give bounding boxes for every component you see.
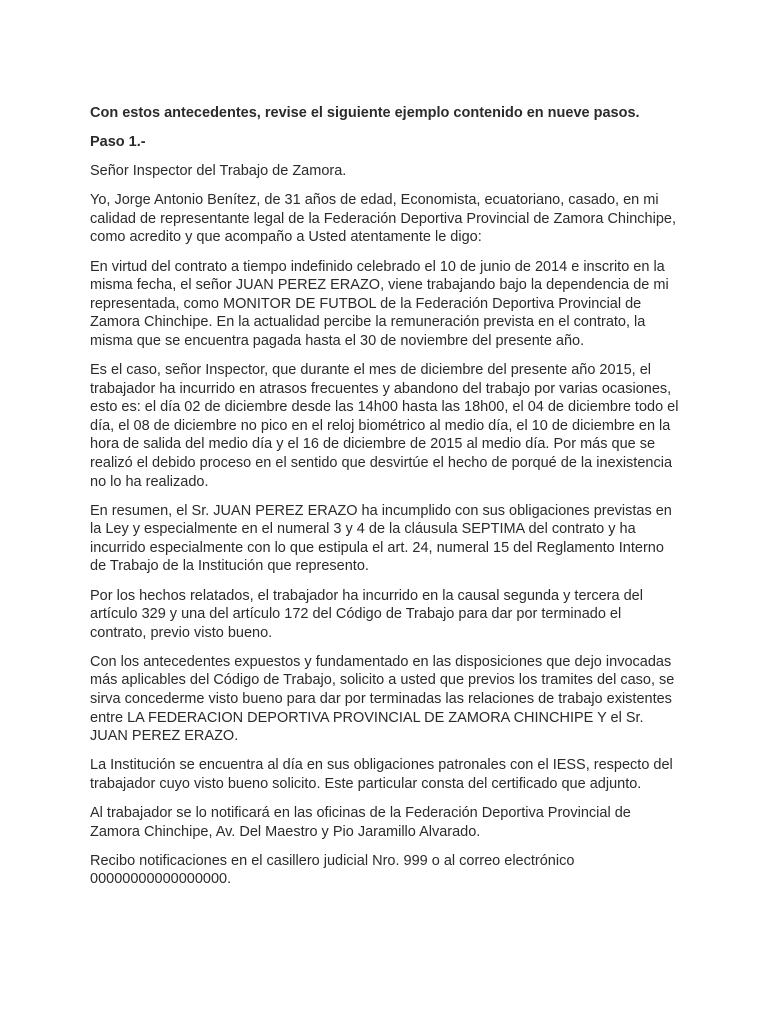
salutation-paragraph: Señor Inspector del Trabajo de Zamora. [90, 163, 347, 180]
request-paragraph: Con los antecedentes expuestos y fundamentado en las disposiciones que dejo invocadas más aplicables del Código de Trabajo, solicito a usted que previos los tramites del caso, se sirva concederme visto bueno para dar por terminadas las relaciones de trabajo existentes entre LA FEDERACION DEPORTIVA PROVINCIAL DE ZAMORA CHINCHIPE Y el Sr. JUAN PEREZ ERAZO. [90, 653, 675, 745]
introduction-paragraph: Yo, Jorge Antonio Benítez, de 31 años de edad, Economista, ecuatoriano, casado, en mi calidad de representante legal de la Federación Deportiva Provincial de Zamora Chinchipe, como acredito y que acompaño a Usted atentamente le digo: [90, 192, 676, 246]
document-page [90, 104, 680, 899]
incidents-paragraph: Es el caso, señor Inspector, que durante el mes de diciembre del presente año 2015, el trabajador ha incurrido en atrasos frecuentes y abandono del trabajo por varias ocasiones, esto es: el día 02 de diciembre desde las 14h00 hasta las 18h00, el 04 de diciembre todo el día, el 08 de diciembre no pico en el reloj biométrico al medio día, el 10 de diciembre en la hora de salida del medio día y el 16 de diciembre de 2015 al medio día. Por más que se realizó el debido proceso en el sentido que desvirtúe el hecho de porqué de la inexistencia no lo ha realizado. [90, 362, 679, 490]
contract-paragraph: En virtud del contrato a tiempo indefinido celebrado el 10 de junio de 2014 e inscrito en la misma fecha, el señor JUAN PEREZ ERAZO, viene trabajando bajo la dependencia de mi representada, como MONITOR DE FUTBOL de la Federación Deportiva Provincial de Zamora Chinchipe. En la actualidad percibe la remuneración prevista en el contrato, la misma que se encuentra pagada hasta el 30 de noviembre del presente año. [90, 258, 669, 349]
intro-heading: Con estos antecedentes, revise el siguiente ejemplo contenido en nueve pasos. [90, 105, 640, 121]
notification-paragraph: Al trabajador se lo notificará en las oficinas de la Federación Deportiva Provincial de Zamora Chinchipe, Av. Del Maestro y Pio Jaramillo Alvarado. [90, 805, 631, 840]
step-heading: Paso 1.- [90, 134, 146, 151]
summary-paragraph: En resumen, el Sr. JUAN PEREZ ERAZO ha incumplido con sus obligaciones previstas en la Ley y especialmente en el numeral 3 y 4 de la cláusula SEPTIMA del contrato y ha incurrido especialmente con lo que estipula el art. 24, numeral 15 del Reglamento Interno de Trabajo de la Institución que represento. [90, 502, 672, 575]
iess-paragraph: La Institución se encuentra al día en sus obligaciones patronales con el IESS, respecto del trabajador cuyo visto bueno solicito. Este particular consta del certificado que adjunto. [90, 757, 673, 792]
contact-paragraph: Recibo notificaciones en el casillero judicial Nro. 999 o al correo electrónico 00000000000000000. [90, 852, 575, 888]
legal-basis-paragraph: Por los hechos relatados, el trabajador ha incurrido en la causal segunda y tercera del artículo 329 y una del artículo 172 del Código de Trabajo para dar por terminado el contrato, previo visto bueno. [90, 587, 643, 641]
